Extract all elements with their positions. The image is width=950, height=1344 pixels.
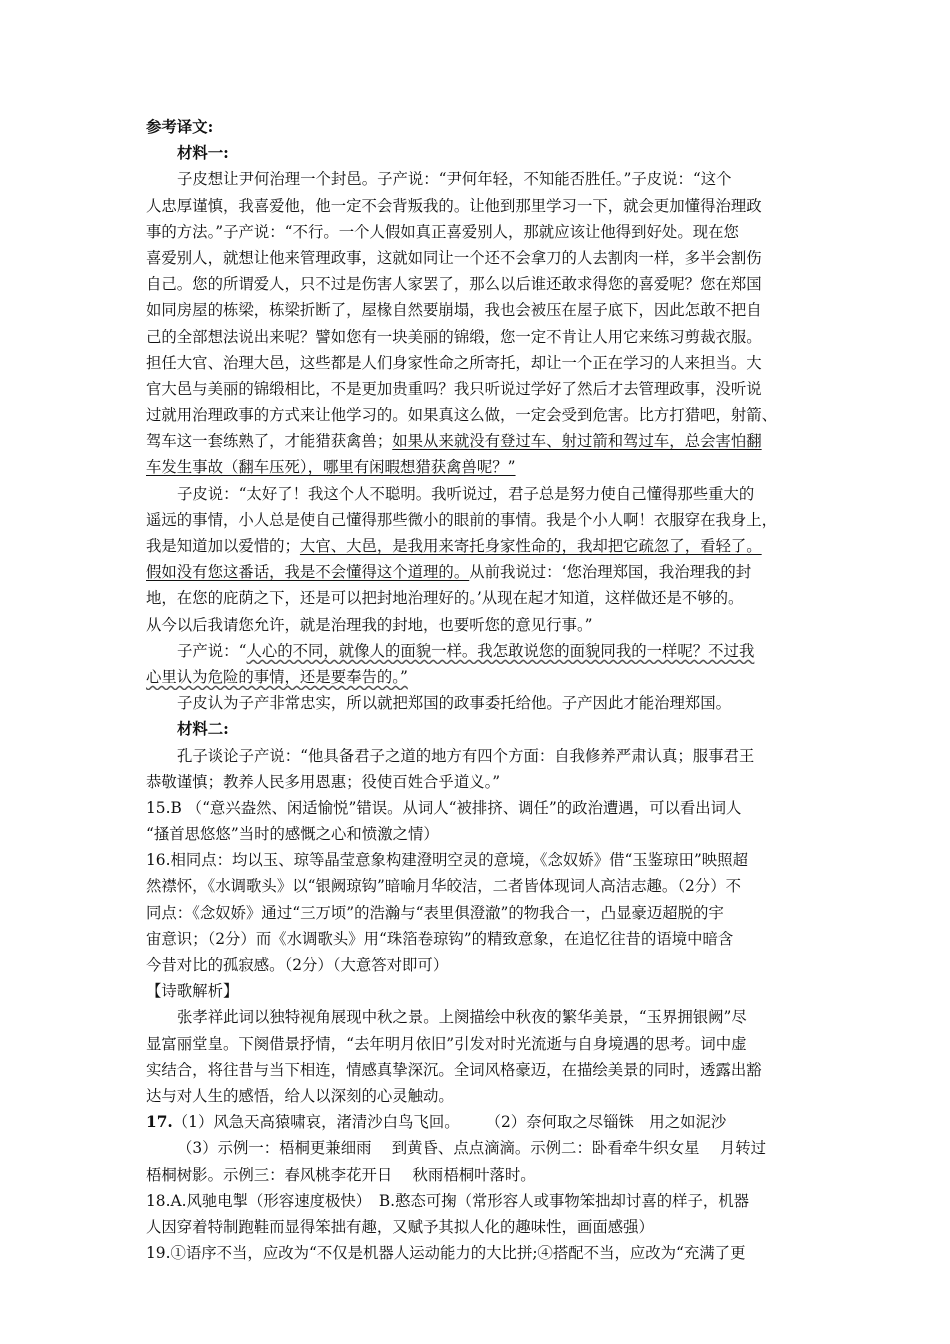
text-line: 显富丽堂皇。下阕借景抒情，“去年明月依旧”引发对时光流逝与自身境遇的思考。词中虚	[146, 1034, 747, 1053]
question-15: 15.B （“意兴盎然、闲适愉悦”错误。从词人“被排挤、调任”的政治遭遇，可以看出词人	[146, 798, 742, 817]
text-line: 恭敬谨慎；教养人民多用恩惠；役使百姓合乎道义。”	[146, 772, 501, 791]
text-span: 驾车这一套练熟了，才能猎获禽兽；	[146, 432, 393, 451]
wavy-underlined-text: 人心的不同，就像人的面貌一样。我怎敢说您的面貌同我的一样呢？不过我	[246, 641, 755, 660]
text-line: 地，在您的庇荫之下，还是可以把封地治理好的。’从现在起才知道，这样做还是不够的。	[146, 589, 744, 608]
question-16: 16.相同点：均以玉、琼等晶莹意象构建澄明空灵的意境，《念奴娇》借“玉鉴琼田”映照超	[146, 851, 748, 870]
text-line: 担任大官、治理大邑，这些都是人们身家性命之所寄托，却让一个正在学习的人来担当。大	[146, 353, 762, 372]
text-span: 子产说：“	[177, 641, 247, 660]
text-line: 张孝祥此词以独特视角展现中秋之景。上阕描绘中秋夜的繁华美景，“玉界拥银阙”尽	[177, 1008, 747, 1027]
underlined-text: 车发生事故（翻车压死），哪里有闲暇想猎获禽兽呢？”	[146, 458, 516, 477]
material-2-title: 材料二:	[177, 720, 229, 739]
text-span: 从前我说过：‘您治理郑国，我治理我的封	[469, 563, 752, 582]
question-19: 19.①语序不当，应改为“不仅是机器人运动能力的大比拼;④搭配不当，应改为“充满了更	[146, 1244, 746, 1263]
answer-document	[146, 114, 810, 1266]
text-line: 今昔对比的孤寂感。（2分）（大意答对即可）	[146, 956, 449, 974]
text-line	[146, 638, 810, 664]
text-line: 事的方法。”子产说：“不行。一个人假如真正喜爱别人，那就应该让他得到好处。现在您	[146, 222, 739, 241]
text-line: 过就用治理政事的方式来让他学习的。如果真这么做，一定会受到危害。比方打猎吧，射箭、	[146, 406, 778, 425]
text-line: 人忠厚谨慎，我喜爱他，他一定不会背叛我的。让他到那里学习一下，就会更加懂得治理政	[146, 196, 762, 215]
text-line: 然襟怀，《水调歌头》以“银阙琼钩”暗喻月华皎洁，二者皆体现词人高洁志趣。（2分）不	[146, 877, 741, 896]
underlined-text: 假如没有您这番话，我是不会懂得这个道理的。	[146, 563, 470, 582]
wavy-underlined-text: 心里认为危险的事情，还是要奉告的。”	[146, 667, 408, 686]
text-span: （2）奈何取之尽锱铢 用之如泥沙	[485, 1113, 727, 1132]
text-line: 宙意识；（2分）而《水调歌头》用“珠箔卷琼钩”的精致意象，在追忆往昔的语境中暗含	[146, 929, 734, 948]
material-1-title: 材料一:	[177, 144, 229, 163]
question-18: 18.A.风驰电掣（形容速度极快） B.憨态可掬（常形容人或事物笨拙却讨喜的样子，机器	[146, 1191, 750, 1210]
text-line	[146, 533, 810, 559]
text-span: 我是知道加以爱惜的；	[146, 537, 300, 555]
text-line	[146, 454, 810, 480]
text-line: 己的全部想法说出来呢？譬如您有一块美丽的锦缎，您一定不肯让人用它来练习剪裁衣服。	[146, 327, 762, 346]
text-line: “搔首思悠悠”当时的感慨之心和愤激之情）	[146, 825, 439, 844]
underlined-text: 如果从来就没有登过车、射过箭和驾过车，总会害怕翻	[392, 432, 762, 451]
text-line: 子皮认为子产非常忠实，所以就把郑国的政事委托给他。子产因此才能治理郑国。	[177, 694, 732, 713]
text-line: 从今以后我请您允许，就是治理我的封地，也要听您的意见行事。”	[146, 615, 593, 634]
underlined-text: 大官、大邑，是我用来寄托身家性命的，我却把它疏忽了，看轻了。	[299, 537, 762, 555]
text-line: 同点：《念奴娇》通过“三万顷”的浩瀚与“表里俱澄澈”的物我合一，凸显豪迈超脱的宇	[146, 903, 724, 922]
text-line: 遥远的事情，小人总是使自己懂得那些微小的眼前的事情。我是个小人啊！衣服穿在我身上，	[146, 510, 778, 529]
text-line: 如同房屋的栋梁，栋梁折断了，屋椽自然要崩塌，我也会被压在屋子底下，因此怎敢不把自	[146, 301, 762, 320]
text-line: 子皮想让尹何治理一个封邑。子产说：“尹何年轻，不知能否胜任。”子皮说：“这个	[177, 170, 732, 189]
text-line: 实结合，将往昔与当下相连，情感真挚深沉。全词风格豪迈，在描绘美景的同时，透露出豁	[146, 1060, 762, 1079]
text-line: 梧桐树影。示例三：春风桃李花开日 秋雨梧桐叶落时。	[146, 1165, 536, 1184]
text-line: 人因穿着特制跑鞋而显得笨拙有趣，又赋予其拟人化的趣味性，画面感强）	[146, 1217, 654, 1236]
text-line: （3）示例一：梧桐更兼细雨 到黄昏、点点滴滴。示例二：卧看牵牛织女星 月转过	[177, 1139, 767, 1158]
text-line: 喜爱别人，就想让他来管理政事，这就如同让一个还不会拿刀的人去割肉一样，多半会割伤	[146, 248, 762, 267]
text-span: （1）风急天高猿啸哀，渚清沙白鸟飞回。	[172, 1113, 460, 1132]
text-line: 达与对人生的感悟，给人以深刻的心灵触动。	[146, 1086, 454, 1105]
text-line	[146, 559, 810, 585]
text-line	[146, 664, 810, 690]
text-line	[146, 428, 810, 454]
text-line: 孔子谈论子产说：“他具备君子之道的地方有四个方面：自我修养严肃认真；服事君王	[177, 746, 755, 765]
question-17	[146, 1109, 810, 1135]
question-number: 17.	[146, 1113, 173, 1132]
text-line: 官大邑与美丽的锦缎相比，不是更加贵重吗？我只听说过学好了然后才去管理政事，没听说	[146, 379, 762, 398]
poem-analysis-title: 【诗歌解析】	[146, 982, 239, 1001]
text-line: 子皮说：“太好了！我这个人不聪明。我听说过，君子总是努力使自己懂得那些重大的	[177, 484, 755, 503]
section-heading: 参考译文:	[146, 118, 214, 136]
text-line: 自己。您的所谓爱人，只不过是伤害人家罢了，那么以后谁还敢求得您的喜爱呢？您在郑国	[146, 275, 762, 294]
